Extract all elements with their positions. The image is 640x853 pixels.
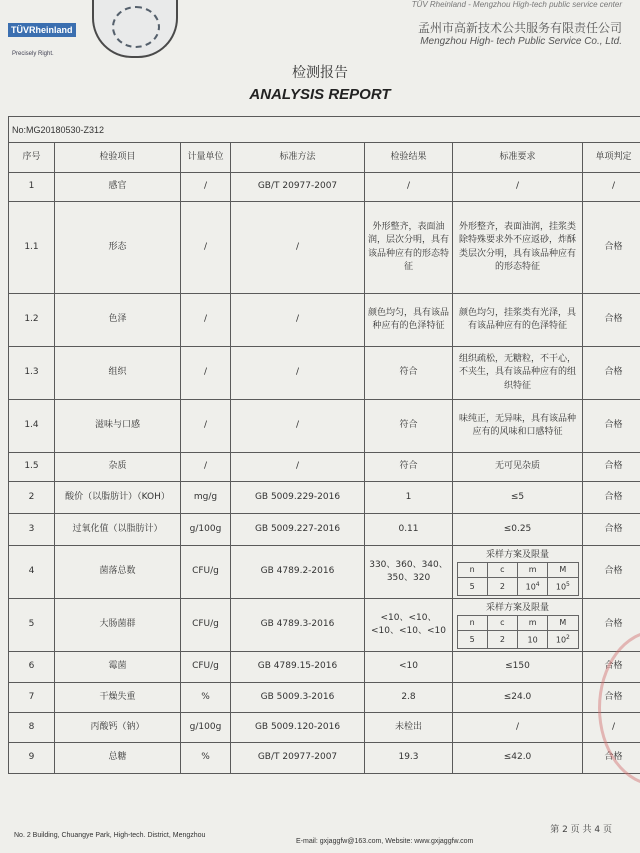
cell-no: 7: [9, 683, 55, 713]
cell-verdict: 合格: [583, 482, 640, 514]
cell-item: 杂质: [55, 453, 181, 482]
cell-item: 滋味与口感: [55, 400, 181, 453]
cell-unit: mg/g: [181, 482, 231, 514]
top-faded-text: TÜV Rheinland - Mengzhou High-tech public service center: [411, 0, 622, 9]
cell-result: 330、360、340、350、320: [365, 546, 453, 599]
cell-no: 6: [9, 652, 55, 683]
sampling-M: [548, 631, 578, 649]
cell-method: GB 5009.229-2016: [231, 482, 365, 514]
header-row: [9, 143, 640, 173]
cell-no: 1.4: [9, 400, 55, 453]
cell-requirement: ≤24.0: [453, 683, 583, 713]
cell-unit: CFU/g: [181, 652, 231, 683]
cell-requirement: ≤150: [453, 652, 583, 683]
cell-verdict: 合格: [583, 546, 640, 599]
cell-result: /: [365, 173, 453, 202]
cell-method: GB 5009.120-2016: [231, 713, 365, 743]
cell-item: 形态: [55, 202, 181, 294]
cell-item: 干燥失重: [55, 683, 181, 713]
cell-unit: /: [181, 400, 231, 453]
sampling-head: c: [487, 616, 517, 631]
cell-requirement: 颜色均匀，挂浆类有光泽，具有该品种应有的色泽特征: [453, 294, 583, 347]
cell-unit: /: [181, 294, 231, 347]
cell-verdict: 合格: [583, 599, 640, 652]
cell-method: /: [231, 347, 365, 400]
cell-method: GB 4789.2-2016: [231, 546, 365, 599]
cell-item: 酸价（以脂肪计）（KOH）: [55, 482, 181, 514]
report-number: No:MG20180530-Z312: [9, 117, 640, 143]
col-header: 计量单位: [181, 143, 231, 173]
sampling-n: 5: [457, 578, 487, 596]
table-row: [9, 173, 640, 202]
tuv-logo-text: TÜVRheinland: [8, 23, 76, 37]
cell-result: 19.3: [365, 743, 453, 774]
cell-verdict: 合格: [583, 294, 640, 347]
tuv-slogan: Precisely Right.: [12, 51, 54, 57]
cell-requirement: ≤0.25: [453, 514, 583, 546]
cell-requirement: ≤5: [453, 482, 583, 514]
cell-requirement: /: [453, 173, 583, 202]
m-base: 10: [525, 582, 536, 592]
cell-requirement: /: [453, 713, 583, 743]
cell-method: GB 4789.3-2016: [231, 599, 365, 652]
footer-address: No. 2 Building, Chuangye Park, High-tech. District, Mengzhou: [14, 832, 206, 839]
cell-result: 外形整齐，表面油润，层次分明，具有该品种应有的形态特征: [365, 202, 453, 294]
cell-verdict: 合格: [583, 652, 640, 683]
sampling-head: m: [518, 563, 548, 578]
company-name-en: Mengzhou High- tech Public Service Co., Ltd.: [420, 36, 622, 47]
certification-seal-logo: [92, 0, 178, 58]
table-row: [9, 202, 640, 294]
cell-unit: /: [181, 347, 231, 400]
sampling-m: [518, 578, 548, 596]
cell-item: 丙酸钙（钠）: [55, 713, 181, 743]
cell-no: 3: [9, 514, 55, 546]
cell-requirement: 无可见杂质: [453, 453, 583, 482]
cell-unit: %: [181, 743, 231, 774]
sampling-head: n: [457, 563, 487, 578]
cell-method: GB 4789.15-2016: [231, 652, 365, 683]
cell-result: 未检出: [365, 713, 453, 743]
sampling-c: 2: [487, 631, 517, 649]
cell-result: 符合: [365, 347, 453, 400]
cell-method: GB 5009.3-2016: [231, 683, 365, 713]
cell-result: 颜色均匀，具有该品种应有的色泽特征: [365, 294, 453, 347]
table-row: [9, 599, 640, 652]
cell-no: 1.2: [9, 294, 55, 347]
analysis-table: [8, 116, 640, 774]
company-name-cn: 孟州市高新技术公共服务有限责任公司: [417, 21, 622, 35]
col-header: 检验项目: [55, 143, 181, 173]
table-row: [9, 683, 640, 713]
sampling-M: [548, 578, 578, 596]
m-exp: 4: [535, 581, 540, 589]
m-base: 10: [527, 635, 538, 645]
table-row: [9, 453, 640, 482]
cell-unit: CFU/g: [181, 546, 231, 599]
sampling-head: c: [487, 563, 517, 578]
cell-result: <10: [365, 652, 453, 683]
cell-verdict: 合格: [583, 400, 640, 453]
cell-item: 总糖: [55, 743, 181, 774]
col-header: 标准方法: [231, 143, 365, 173]
M-exp: 2: [566, 634, 570, 642]
sampling-plan: [453, 546, 583, 599]
M-base: 10: [555, 635, 567, 645]
cell-method: /: [231, 294, 365, 347]
table-row: [9, 400, 640, 453]
cell-verdict: 合格: [583, 347, 640, 400]
sampling-table: [457, 548, 579, 596]
cell-result: <10、<10、<10、<10、<10: [365, 599, 453, 652]
sampling-table: [457, 601, 579, 649]
table-row: [9, 294, 640, 347]
table-row: [9, 482, 640, 514]
cell-unit: g/100g: [181, 713, 231, 743]
sampling-title: 采样方案及限量: [457, 548, 578, 563]
cell-verdict: /: [583, 173, 640, 202]
cell-no: 5: [9, 599, 55, 652]
table-row: [9, 514, 640, 546]
cell-no: 9: [9, 743, 55, 774]
footer-contact: E-mail: gxjaggfw@163.com, Website: www.gxjaggfw.com: [296, 838, 474, 845]
tuv-logo: [8, 18, 78, 57]
cell-result: 符合: [365, 453, 453, 482]
cell-method: /: [231, 453, 365, 482]
cell-unit: /: [181, 453, 231, 482]
table-row: [9, 347, 640, 400]
globe-icon: [112, 6, 160, 48]
cell-requirement: 外形整齐，表面油润，挂浆类除特殊要求外不应返砂，炸酥类层次分明，具有该品种应有的形态特征: [453, 202, 583, 294]
cell-no: 1: [9, 173, 55, 202]
company-header: [412, 0, 622, 47]
cell-unit: CFU/g: [181, 599, 231, 652]
cell-item: 霉菌: [55, 652, 181, 683]
cell-item: 过氧化值（以脂肪计）: [55, 514, 181, 546]
cell-result: 符合: [365, 400, 453, 453]
col-header: 单项判定: [583, 143, 640, 173]
sampling-head: n: [457, 616, 487, 631]
cell-item: 感官: [55, 173, 181, 202]
cell-unit: /: [181, 202, 231, 294]
cell-method: /: [231, 202, 365, 294]
cell-item: 大肠菌群: [55, 599, 181, 652]
cell-verdict: 合格: [583, 202, 640, 294]
page-number: 第 2 页 共 4 页: [550, 825, 612, 835]
sampling-head: m: [518, 616, 548, 631]
cell-no: 1.5: [9, 453, 55, 482]
cell-item: 色泽: [55, 294, 181, 347]
cell-verdict: 合格: [583, 743, 640, 774]
cell-result: 2.8: [365, 683, 453, 713]
cell-requirement: ≤42.0: [453, 743, 583, 774]
cell-unit: g/100g: [181, 514, 231, 546]
cell-method: GB/T 20977-2007: [231, 173, 365, 202]
cell-verdict: 合格: [583, 683, 640, 713]
cell-requirement: 味纯正，无异味，具有该品种应有的风味和口感特征: [453, 400, 583, 453]
cell-verdict: /: [583, 713, 640, 743]
cell-no: 4: [9, 546, 55, 599]
table-row: [9, 743, 640, 774]
col-header: 序号: [9, 143, 55, 173]
report-title-cn: 检测报告: [292, 65, 348, 81]
M-exp: 5: [566, 581, 570, 589]
cell-method: GB 5009.227-2016: [231, 514, 365, 546]
cell-no: 1.3: [9, 347, 55, 400]
cell-no: 8: [9, 713, 55, 743]
cell-method: GB/T 20977-2007: [231, 743, 365, 774]
cell-result: 0.11: [365, 514, 453, 546]
cell-item: 菌落总数: [55, 546, 181, 599]
sampling-n: 5: [457, 631, 487, 649]
sampling-head: M: [548, 616, 578, 631]
cell-no: 1.1: [9, 202, 55, 294]
cell-unit: /: [181, 173, 231, 202]
cell-unit: %: [181, 683, 231, 713]
cell-verdict: 合格: [583, 514, 640, 546]
cell-method: /: [231, 400, 365, 453]
M-base: 10: [555, 582, 567, 592]
col-header: 标准要求: [453, 143, 583, 173]
cell-item: 组织: [55, 347, 181, 400]
cell-verdict: 合格: [583, 453, 640, 482]
sampling-m: [518, 631, 548, 649]
table-row: [9, 713, 640, 743]
sampling-c: 2: [487, 578, 517, 596]
report-title-en: ANALYSIS REPORT: [249, 86, 391, 103]
table-row: [9, 546, 640, 599]
col-header: 检验结果: [365, 143, 453, 173]
sampling-plan: [453, 599, 583, 652]
sampling-head: M: [548, 563, 578, 578]
cell-result: 1: [365, 482, 453, 514]
cell-requirement: 组织疏松，无糖粒，不干心，不夹生，具有该品种应有的组织特征: [453, 347, 583, 400]
table-row: [9, 652, 640, 683]
cell-no: 2: [9, 482, 55, 514]
sampling-title: 采样方案及限量: [457, 601, 578, 616]
